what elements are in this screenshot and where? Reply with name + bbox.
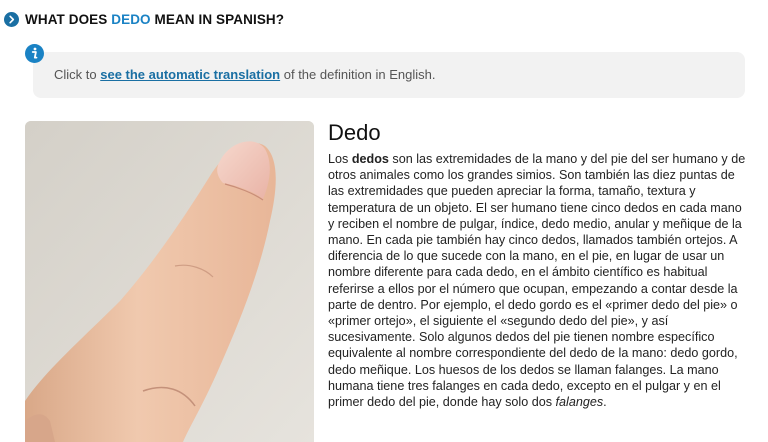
body-bold-term: dedos xyxy=(351,152,389,166)
title-word: DEDO xyxy=(111,12,151,27)
section-title xyxy=(25,12,284,27)
body-end: . xyxy=(603,395,607,410)
translation-notice xyxy=(33,52,745,98)
automatic-translation-link[interactable]: see the automatic translation xyxy=(100,67,281,82)
body-main: son las extremidades de la mano y del pie del ser humano y de otros animales como los grandes simios. Son también las diez puntas de las extremidades que pueden apreciar la forma, tamaño, textura y temperatura de un objeto. El ser humano tiene cinco dedos en cada mano y reciben el nombre de pulgar, índice, dedo medio, anular y meñique de la mano. En cada pie también hay cinco dedos, llamados también ortejos. A diferencia de lo que sucede con la mano, en el pie, en lugar de usar un nombre diferente para cada dedo, en el ámbito científico es habitual referirse a ellos por el número que ocupan, empezando a contar desde la parte de dentro. Por ejemplo, el dedo gordo es el «primer dedo del pie» o «primer ortejo», el siguiente el «segundo dedo del pie», y así sucesivamente. Solo algunos dedos del pie tienen nombre específico equivalente al nombre correspondiente del dedo de la mano: dedo gordo, dedo meñique. Los huesos de los dedos se llaman falanges. La mano humana tiene tres falanges en cada dedo, excepto en el pulgar y en el primer dedo del pie, donde hay solo dos xyxy=(328,152,746,410)
entry-body xyxy=(328,151,748,410)
info-icon xyxy=(25,44,44,63)
finger-photo xyxy=(25,121,314,442)
title-suffix: MEAN IN SPANISH? xyxy=(150,12,285,27)
body-italic-term: falanges xyxy=(555,395,604,410)
section-header xyxy=(4,12,284,27)
definition xyxy=(328,121,748,410)
notice-text-after: of the definition in English. xyxy=(280,67,436,82)
title-prefix: WHAT DOES xyxy=(25,12,112,27)
entry-title: Dedo xyxy=(328,120,381,145)
body-start: Los xyxy=(328,152,352,166)
notice-text-before: Click to xyxy=(54,67,101,82)
chevron-right-icon[interactable] xyxy=(4,12,19,27)
